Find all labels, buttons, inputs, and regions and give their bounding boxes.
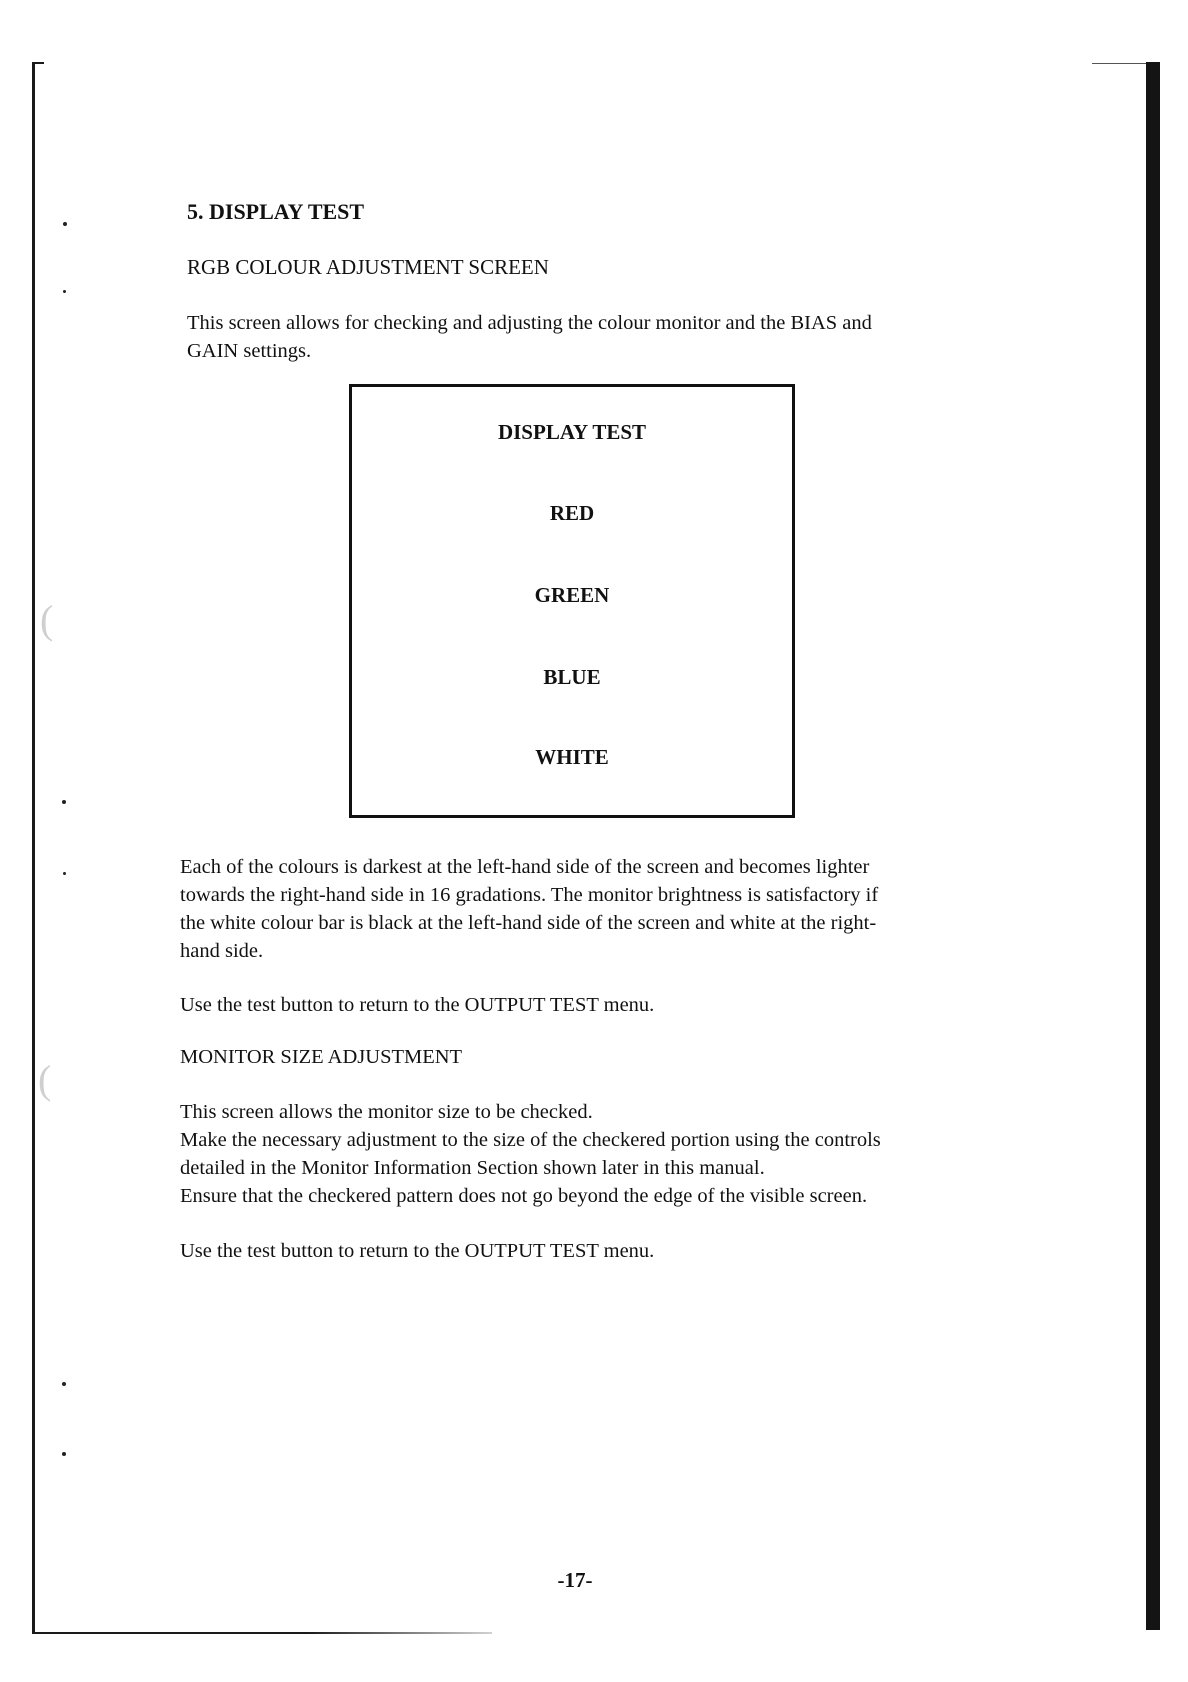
monitor-section-heading: MONITOR SIZE ADJUSTMENT: [180, 1046, 463, 1068]
screen-option-white: WHITE: [535, 745, 609, 769]
scan-left-border: [32, 62, 35, 1634]
binder-hole-mark: [63, 872, 66, 875]
section-title: 5. DISPLAY TEST: [187, 199, 365, 224]
binder-hole-mark: [63, 290, 66, 293]
monitor-return-note: Use the test button to return to the OUTPUT TEST menu.: [180, 1240, 655, 1262]
binder-hole-mark: [62, 1452, 66, 1456]
rgb-intro-line-2: GAIN settings.: [187, 340, 312, 362]
page-number: -17-: [557, 1568, 593, 1592]
rgb-intro-line-1: This screen allows for checking and adjusting the colour monitor and the BIAS and: [187, 312, 872, 334]
binder-hole-mark: [62, 800, 66, 804]
scan-top-right-line: [1092, 63, 1146, 64]
screen-option-green: GREEN: [534, 583, 610, 607]
monitor-line-2: Make the necessary adjustment to the size of the checkered portion using the controls: [180, 1129, 881, 1151]
scan-right-border: [1146, 62, 1160, 1630]
rgb-description-line-2: towards the right-hand side in 16 gradations. The monitor brightness is satisfactory if: [180, 884, 879, 906]
rgb-section-heading: RGB COLOUR ADJUSTMENT SCREEN: [187, 255, 549, 279]
scan-bottom-border: [32, 1632, 492, 1634]
screen-title: DISPLAY TEST: [497, 420, 647, 444]
monitor-line-4: Ensure that the checkered pattern does not go beyond the edge of the visible screen.: [180, 1185, 868, 1207]
screen-option-blue: BLUE: [543, 665, 601, 689]
rgb-description-line-4: hand side.: [180, 940, 264, 962]
binder-hole-mark: [63, 222, 67, 226]
scan-corner-tick: [32, 62, 44, 64]
display-test-screen: [349, 384, 795, 818]
scan-artifact-mark: (: [38, 1057, 52, 1102]
rgb-return-note: Use the test button to return to the OUTPUT TEST menu.: [180, 994, 655, 1016]
scan-artifact-mark: (: [40, 597, 54, 642]
screen-option-red: RED: [549, 501, 595, 525]
rgb-description-line-1: Each of the colours is darkest at the left-hand side of the screen and becomes lighter: [180, 856, 870, 878]
monitor-line-3: detailed in the Monitor Information Section shown later in this manual.: [180, 1157, 765, 1179]
monitor-line-1: This screen allows the monitor size to be checked.: [180, 1101, 593, 1123]
binder-hole-mark: [62, 1382, 66, 1386]
rgb-description-line-3: the white colour bar is black at the left-hand side of the screen and white at the right-: [180, 912, 877, 934]
